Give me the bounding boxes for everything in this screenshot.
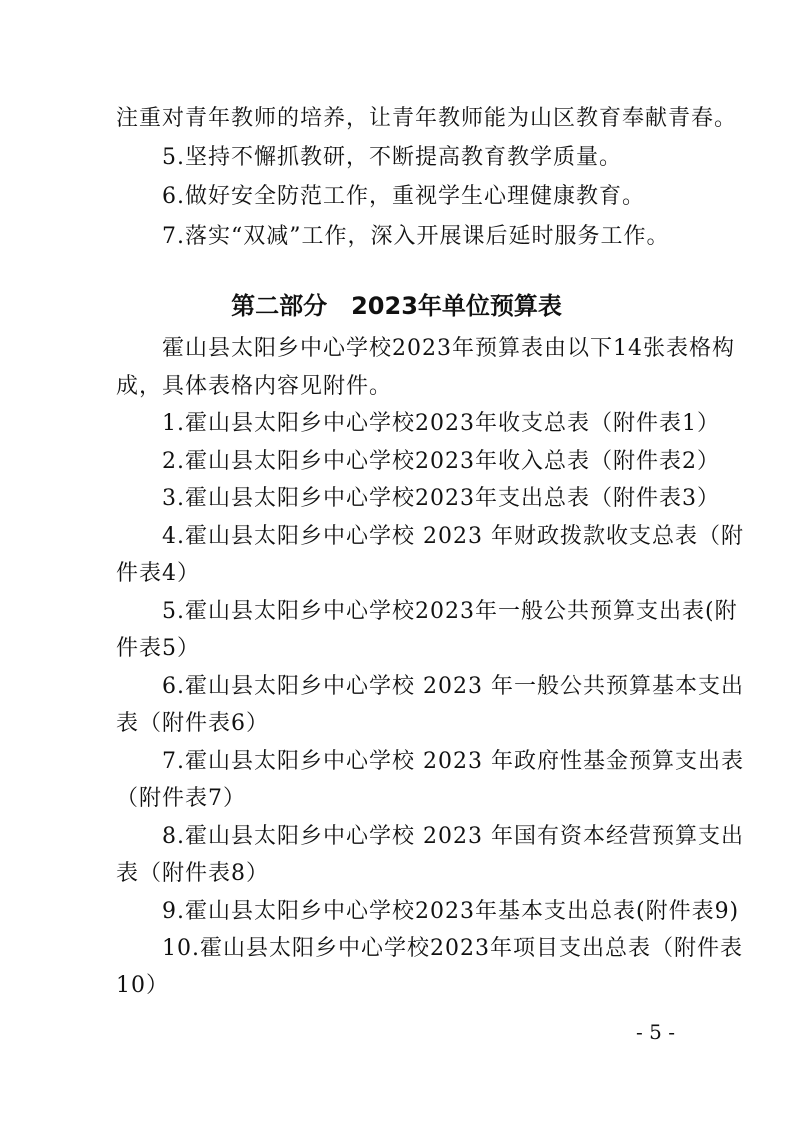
list-item-8: 8.霍山县太阳乡中心学校 2023 年国有资本经营预算支出 (162, 824, 744, 849)
intro-line-2: 5.坚持不懈抓教研，不断提高教育教学质量。 (162, 145, 622, 170)
list-item-7-cont: （附件表7） (116, 786, 246, 811)
list-item-5-cont: 件表5） (116, 636, 200, 661)
intro-line-1: 注重对青年教师的培养，让青年教师能为山区教育奉献青春。 (116, 106, 738, 131)
list-item-7: 7.霍山县太阳乡中心学校 2023 年政府性基金预算支出表 (162, 749, 744, 774)
list-item-2: 2.霍山县太阳乡中心学校2023年收入总表（附件表2） (162, 449, 720, 474)
section-intro-line-2: 成，具体表格内容见附件。 (116, 374, 393, 399)
section-title: 第二部分 2023年单位预算表 (231, 292, 562, 320)
page-number: - 5 - (636, 1020, 675, 1044)
list-item-4: 4.霍山县太阳乡中心学校 2023 年财政拨款收支总表（附 (162, 524, 744, 549)
list-item-4-cont: 件表4） (116, 561, 200, 586)
list-item-9: 9.霍山县太阳乡中心学校2023年基本支出总表(附件表9) (162, 899, 740, 924)
list-item-3: 3.霍山县太阳乡中心学校2023年支出总表（附件表3） (162, 486, 720, 511)
list-item-10: 10.霍山县太阳乡中心学校2023年项目支出总表（附件表 (162, 936, 743, 961)
list-item-5: 5.霍山县太阳乡中心学校2023年一般公共预算支出表(附 (162, 599, 738, 624)
list-item-10-cont: 10） (116, 973, 169, 998)
list-item-6-cont: 表（附件表6） (116, 711, 269, 736)
list-item-1: 1.霍山县太阳乡中心学校2023年收支总表（附件表1） (162, 411, 720, 436)
list-item-8-cont: 表（附件表8） (116, 861, 269, 886)
intro-line-4: 7.落实“双减”工作，深入开展课后延时服务工作。 (162, 224, 670, 249)
section-intro-line-1: 霍山县太阳乡中心学校2023年预算表由以下14张表格构 (162, 336, 735, 361)
list-item-6: 6.霍山县太阳乡中心学校 2023 年一般公共预算基本支出 (162, 674, 744, 699)
intro-line-3: 6.做好安全防范工作，重视学生心理健康教育。 (162, 184, 645, 209)
